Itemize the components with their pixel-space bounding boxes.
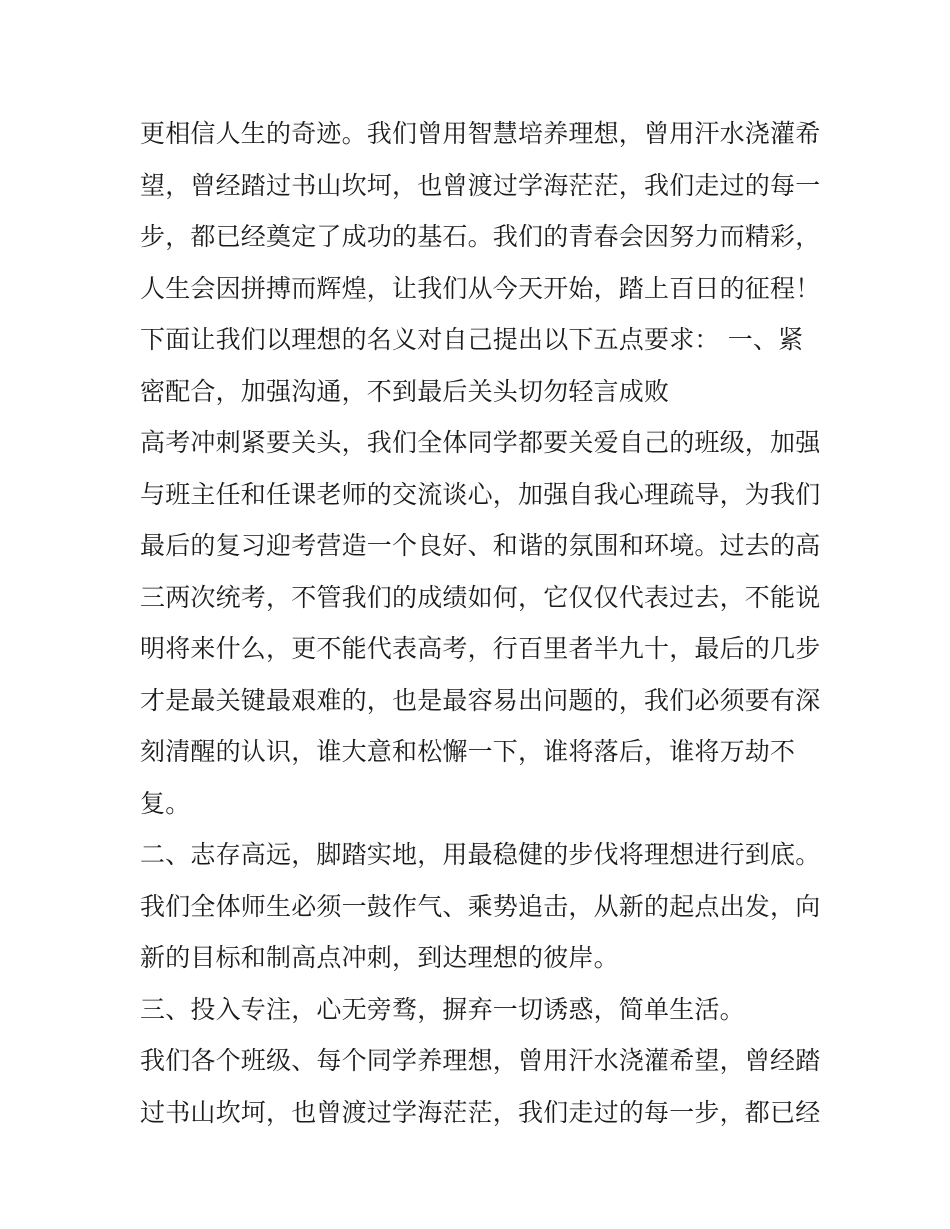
body-text bbox=[140, 108, 830, 1138]
text-line: 更相信人生的奇迹。我们曾用智慧培养理想，曾用汗水浇灌希 bbox=[140, 119, 821, 148]
text-line: 我们全体师生必须一鼓作气、乘势追击，从新的起点出发，向 bbox=[140, 891, 821, 921]
text-line: 高考冲刺紧要关头，我们全体同学都要关爱自己的班级，加强 bbox=[140, 428, 821, 457]
text-line: 最后的复习迎考营造一个良好、和谐的氛围和环境。过去的高 bbox=[140, 531, 821, 560]
text-line: 步，都已经奠定了成功的基石。我们的青春会因努力而精彩， bbox=[140, 222, 821, 251]
text-line: 我们各个班级、每个同学养理想，曾用汗水浇灌希望，曾经踏 bbox=[140, 1046, 821, 1075]
text-line: 密配合，加强沟通，不到最后关头切勿轻言成败 bbox=[140, 376, 670, 406]
text-line: 人生会因拼搏而辉煌，让我们从今天开始，踏上百日的征程！ bbox=[140, 273, 821, 303]
text-line: 过书山坎坷，也曾渡过学海茫茫，我们走过的每一步，都已经 bbox=[140, 1097, 821, 1127]
text-line: 才是最关键最艰难的，也是最容易出问题的，我们必须要有深 bbox=[140, 685, 821, 715]
text-line: 刻清醒的认识，谁大意和松懈一下，谁将落后，谁将万劫不 bbox=[140, 737, 796, 766]
text-line: 望，曾经踏过书山坎坷，也曾渡过学海茫茫，我们走过的每一 bbox=[140, 170, 821, 200]
text-line: 三、投入专注，心无旁骛，摒弃一切诱惑，简单生活。 bbox=[140, 994, 745, 1024]
text-line: 新的目标和制高点冲刺，到达理想的彼岸。 bbox=[140, 943, 619, 972]
text-line: 明将来什么，更不能代表高考，行百里者半九十，最后的几步 bbox=[140, 634, 821, 663]
text-line: 下面让我们以理想的名义对自己提出以下五点要求： 一、紧 bbox=[140, 325, 804, 354]
text-line: 三两次统考，不管我们的成绩如何，它仅仅代表过去，不能说 bbox=[140, 582, 821, 612]
text-line: 与班主任和任课老师的交流谈心，加强自我心理疏导，为我们 bbox=[140, 479, 821, 509]
text-line: 复。 bbox=[140, 788, 191, 818]
text-line: 二、志存高远，脚踏实地，用最稳健的步伐将理想进行到底。 bbox=[140, 840, 821, 869]
